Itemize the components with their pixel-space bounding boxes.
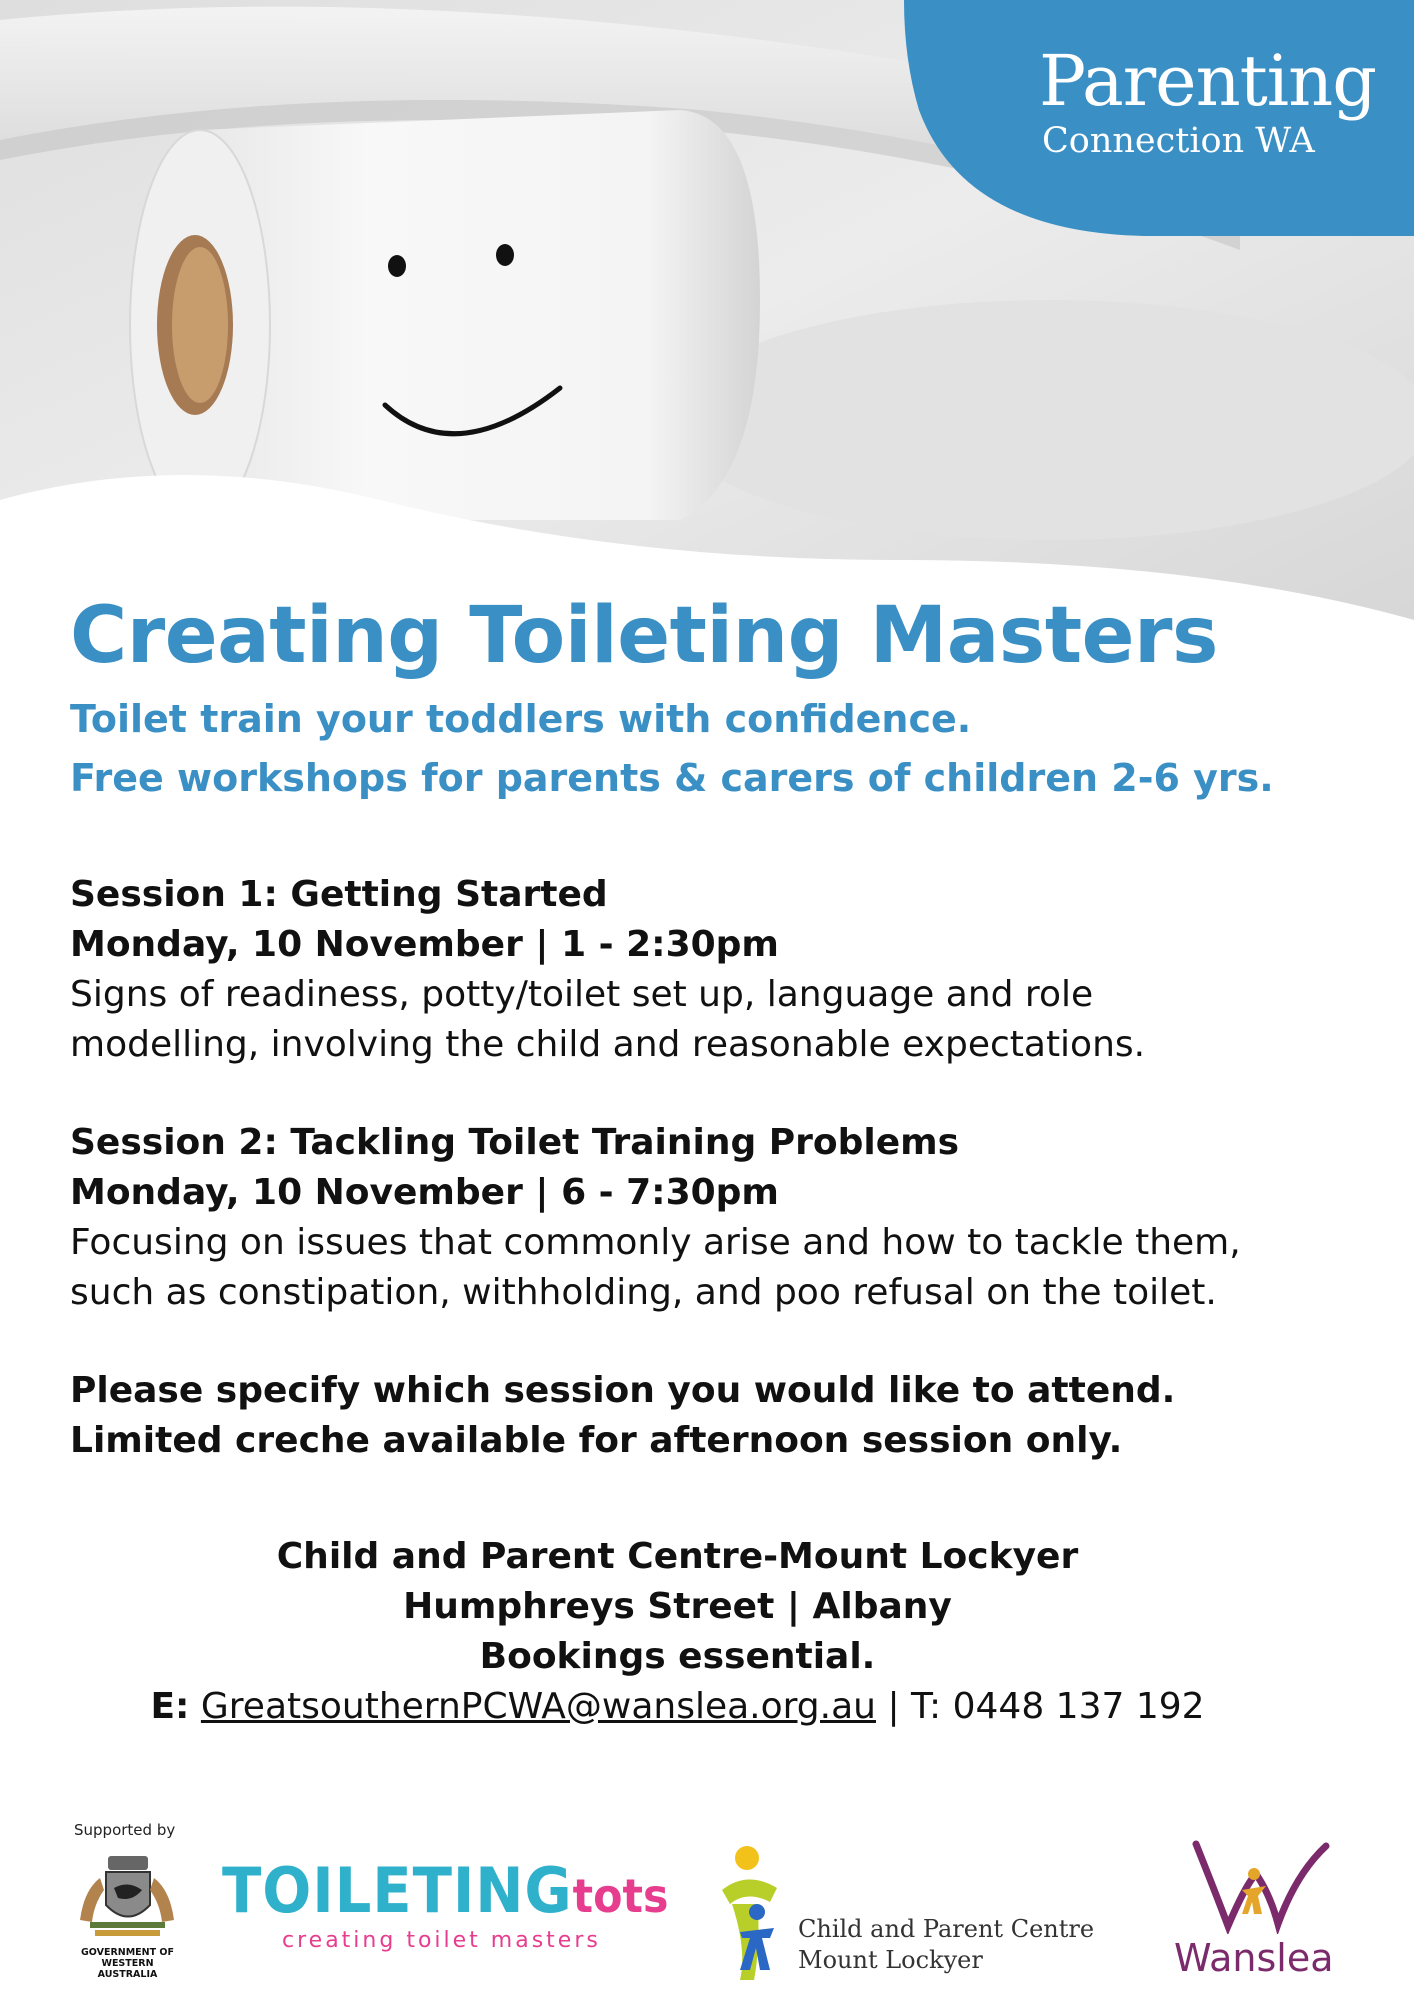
email-link[interactable]: GreatsouthernPCWA@wanslea.org.au [200, 1685, 876, 1727]
gov-caption-line: WESTERN AUSTRALIA [97, 1957, 158, 1980]
cpc-caption-line: Child and Parent Centre [798, 1915, 1095, 1943]
venue-name: Child and Parent Centre-Mount Lockyer [276, 1535, 1079, 1577]
session-description: Signs of readiness, potty/toilet set up, language and role [70, 973, 1094, 1015]
session-description: such as constipation, withholding, and poo refusal on the toilet. [70, 1271, 1217, 1313]
toileting-tots-tagline: creating toilet masters [282, 1928, 601, 1953]
session-name: Session 1: Getting Started [70, 873, 608, 915]
subtitle-line: Free workshops for parents & carers of children 2-6 yrs. [70, 755, 1274, 800]
wa-crest-icon [70, 1850, 185, 1940]
tots-word: tots [572, 1869, 669, 1923]
session-1 [70, 870, 1360, 1070]
brand-badge [904, 0, 1414, 236]
venue-address: Humphreys Street | Albany [403, 1585, 952, 1627]
brand-subtitle: Connection WA [1042, 121, 1315, 161]
wanslea-logo [1166, 1834, 1346, 1994]
session-time: Monday, 10 November | 6 - 7:30pm [70, 1171, 779, 1213]
main-content [70, 591, 1360, 1732]
sponsor-footer [0, 1810, 1414, 2000]
page-title: Creating Toileting Masters [70, 591, 1218, 681]
page-subtitle [70, 690, 1360, 808]
venue-details [70, 1532, 1285, 1732]
session-description: Focusing on issues that commonly arise and how to tackle them, [70, 1221, 1241, 1263]
contact-line [70, 1682, 1285, 1732]
bookings-note: Bookings essential. [479, 1635, 876, 1677]
attendance-notice [70, 1366, 1360, 1466]
brand-title: Parenting [1039, 40, 1377, 122]
cpc-mount-lockyer-logo [712, 1840, 1132, 1990]
subtitle-line: Toilet train your toddlers with confidence. [70, 696, 972, 741]
toileting-tots-wordmark [222, 1854, 669, 1927]
phone-number: | T: 0448 137 192 [887, 1685, 1205, 1727]
session-description: modelling, involving the child and reasonable expectations. [70, 1023, 1146, 1065]
gov-caption [70, 1948, 185, 1981]
notice-line: Limited creche available for afternoon session only. [70, 1419, 1123, 1461]
toileting-tots-logo [222, 1854, 672, 1953]
wanslea-w-icon [1166, 1834, 1346, 1934]
session-time: Monday, 10 November | 1 - 2:30pm [70, 923, 779, 965]
supported-by-label: Supported by [74, 1821, 176, 1839]
session-name: Session 2: Tackling Toilet Training Problems [70, 1121, 960, 1163]
notice-line: Please specify which session you would like to attend. [70, 1369, 1176, 1411]
wanslea-wordmark: Wanslea [1174, 1936, 1334, 1980]
toileting-word: TOILETING [222, 1854, 573, 1927]
cpc-caption-line: Mount Lockyer [798, 1946, 983, 1975]
email-label: E: [150, 1685, 190, 1727]
cpc-caption [798, 1914, 1094, 1976]
session-2 [70, 1118, 1360, 1318]
wa-government-logo [70, 1850, 185, 1981]
sessions-list [70, 870, 1360, 1318]
cpc-figures-icon [712, 1840, 798, 1990]
gov-caption-line: GOVERNMENT OF [81, 1947, 174, 1958]
